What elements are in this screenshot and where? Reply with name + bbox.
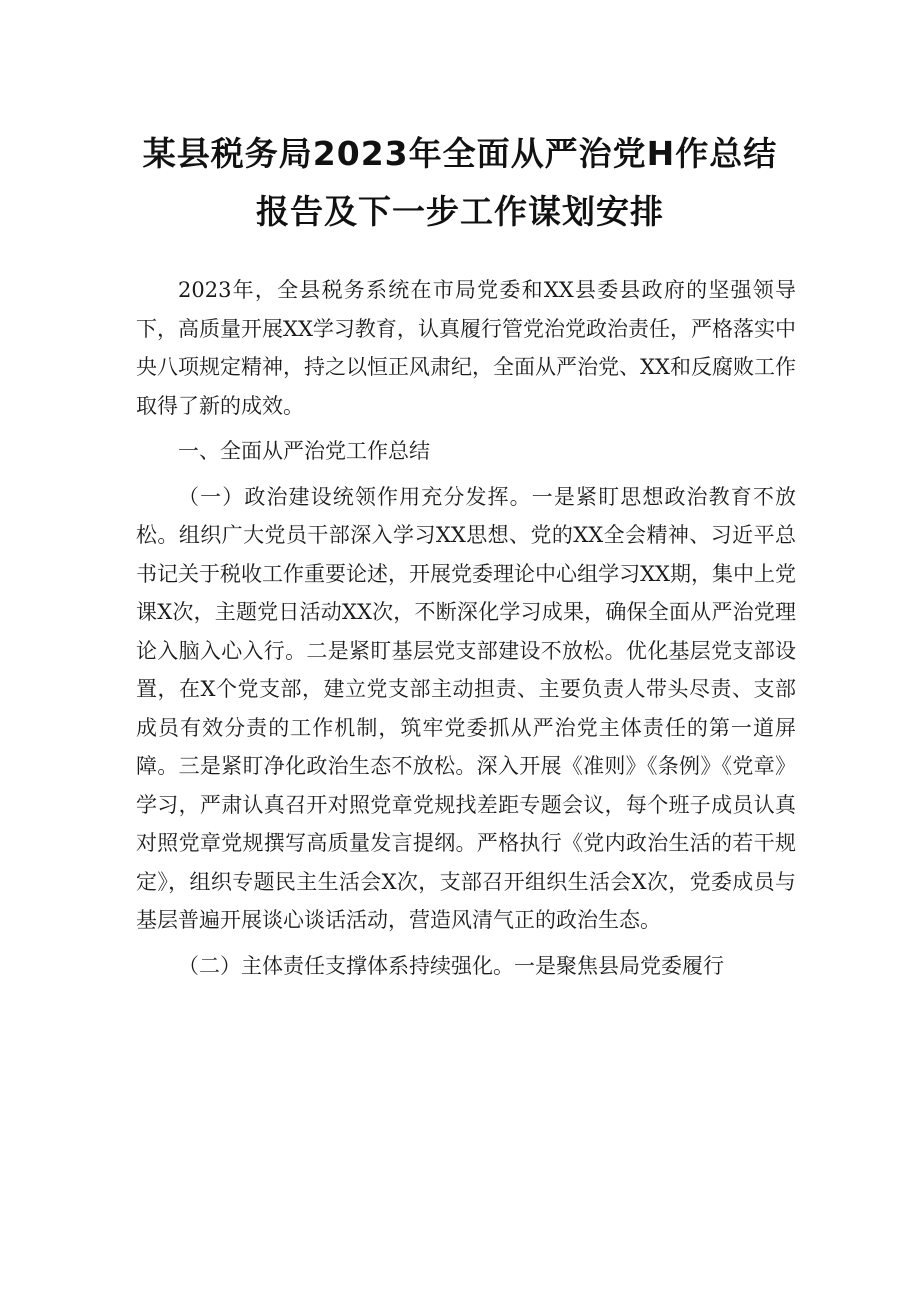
document-body [136,271,796,985]
subsection-paragraph-2: （二）主体责任支撑体系持续强化。一是聚焦县局党委履行 [178,953,724,978]
subsection-paragraph-1: （一）政治建设统领作用充分发挥。一是紧盯思想政治教育不放松。组织广大党员干部深入学习XX思想、党的XX全会精神、习近平总书记关于税收工作重要论述，开展党委理论中心组学习XX期，集中上党课X次，主题党日活动XX次，不断深化学习成果，确保全面从严治党理论入脑入心入行。二是紧盯基层党支部建设不放松。优化基层党支部设置，在X个党支部，建立党支部主动担责、主要负责人带头尽责、支部成员有效分责的工作机制，筑牢党委抓从严治党主体责任的第一道屏障。三是紧盯净化政治生态不放松。深入开展《准则》《条例》《党章》学习，严肃认真召开对照党章党规找差距专题会议，每个班子成员认真对照党章党规撰写高质量发言提纲。严格执行《党内政治生活的若干规定》，组织专题民主生活会X次，支部召开组织生活会X次，党委成员与基层普遍开展谈心谈话活动，营造风清气正的政治生态。 [136,484,796,932]
document-title-line-2: 报告及下一步工作谋划安排 [256,192,664,231]
section-heading-1: 一、全面从严治党工作总结 [178,439,430,463]
intro-paragraph: 2023年，全县税务系统在市局党委和XX县委县政府的坚强领导下，高质量开展XX学习教育，认真履行管党治党政治责任，严格落实中央八项规定精神，持之以恒正风肃纪，全面从严治党、XX和反腐败工作取得了新的成效。 [136,278,796,418]
document-title-line-1: 某县税务局2023年全面从严治党H作总结 [142,134,778,173]
